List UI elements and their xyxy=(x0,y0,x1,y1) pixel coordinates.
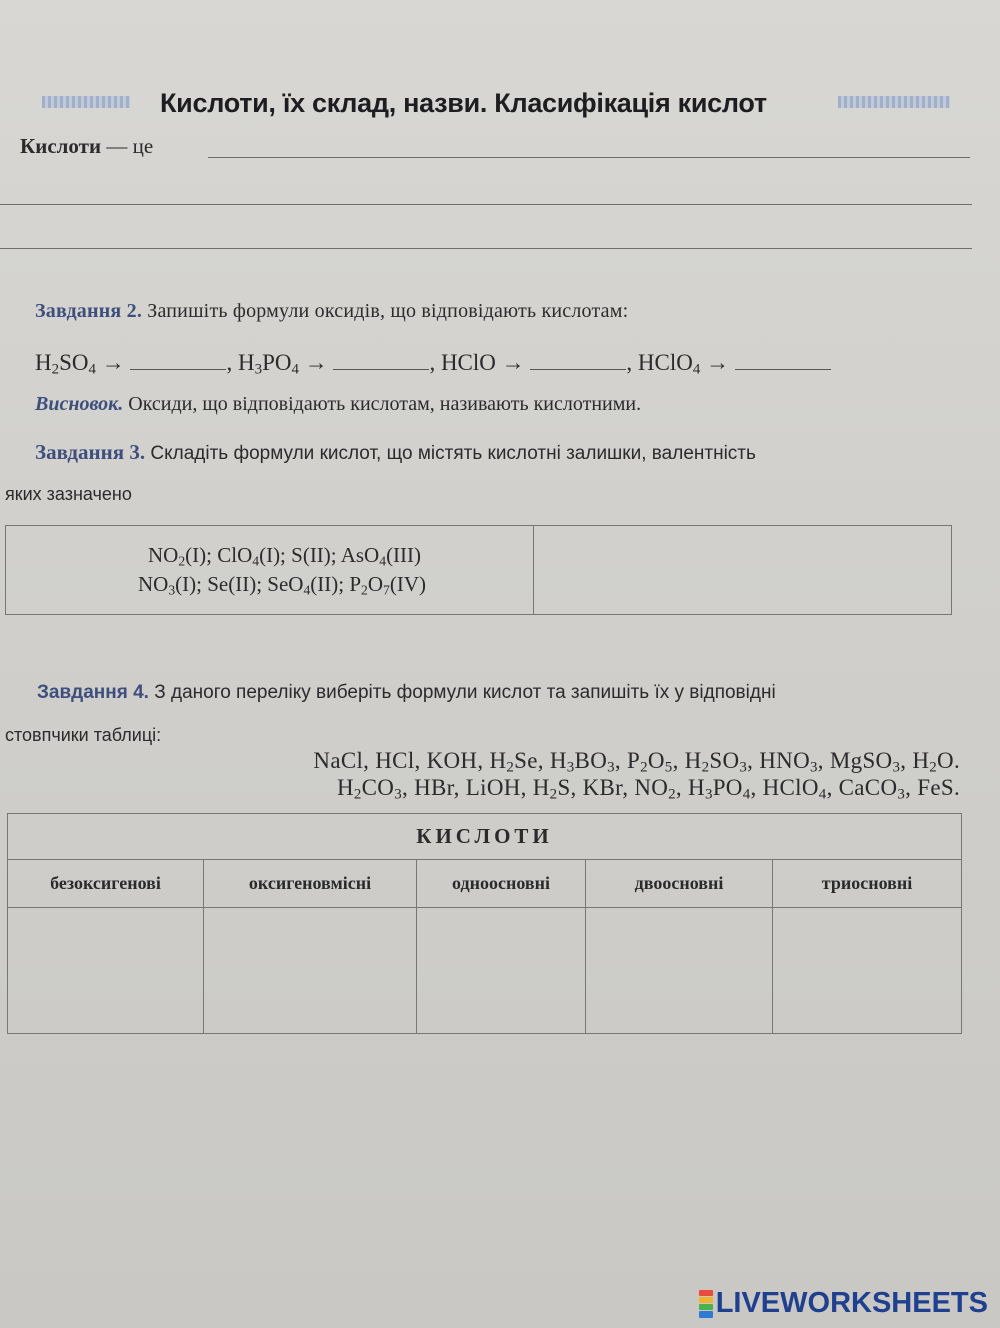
conclusion-text: Оксиди, що відповідають кислотам, називають кислотними. xyxy=(123,393,642,415)
substance-list-2: $H_2CO_3$, HBr, LiOH, $H_2S$, KBr, $NO_2$, $H_3PO_4$, HClO$_4$, CaCO$_3$, FeS. xyxy=(336,775,960,803)
acid-residue-list-1: $NO_2(I)$; ClO$_4$(I); S(II); AsO$_4$(III) xyxy=(148,543,422,569)
answer-cell-dibasic[interactable] xyxy=(586,908,773,1034)
column-dibasic: двоосновні xyxy=(586,860,773,908)
column-monobasic: одноосновні xyxy=(417,860,586,908)
arrow-icon: → xyxy=(501,350,525,375)
arrow-icon: → xyxy=(304,350,328,375)
task2-label: Завдання 2. xyxy=(35,300,143,322)
definition-term: Кислоти xyxy=(20,134,102,158)
acid-formula: $H_3PO_4$ xyxy=(237,350,299,378)
conclusion-label: Висновок. xyxy=(35,393,124,415)
task4-text: З даного переліку виберіть формули кислот та запишіть їх у відповідні xyxy=(148,682,776,703)
task3-answer-area[interactable] xyxy=(548,532,943,606)
arrow-icon: → xyxy=(101,350,125,375)
task2-text: Запишіть формули оксидів, що відповідають кислотам: xyxy=(142,300,629,322)
answer-cell-tribasic[interactable] xyxy=(773,908,962,1034)
title-decoration-right xyxy=(838,96,950,108)
task3-label: Завдання 3. xyxy=(35,440,146,464)
liveworksheets-logo xyxy=(699,1287,988,1320)
column-oxygen-free: безоксигенові xyxy=(8,860,204,908)
task4-instruction-cont: стовпчики таблиці: xyxy=(5,725,162,745)
title-decoration-left xyxy=(42,96,130,108)
column-tribasic: триосновні xyxy=(773,860,962,908)
answer-cell-oxygen-free[interactable] xyxy=(8,908,204,1034)
page-title: Кислоти, їх склад, назви. Класифікація кислот xyxy=(160,88,767,118)
substance-list-1: NaCl, HCl, KOH, $H_2Se$, $H_3BO_3$, $P_2O_5$, $H_2SO_3$, $HNO_3$, MgSO$_3$, $H_2O$. xyxy=(313,748,960,776)
oxide-answer-blank[interactable] xyxy=(530,351,626,370)
definition-answer-line-3[interactable] xyxy=(0,248,972,249)
definition-answer-line-1[interactable] xyxy=(208,157,970,158)
acid-formula: $H_2SO_4$ xyxy=(35,350,96,378)
task3-instruction-cont: яких зазначено xyxy=(5,484,132,504)
task3-text: Складіть формули кислот, що містять кислотні залишки, валентність xyxy=(145,443,756,464)
oxide-answer-blank[interactable] xyxy=(130,351,226,370)
definition-prompt xyxy=(20,134,153,159)
task4-label: Завдання 4. xyxy=(37,682,149,703)
task3-instruction xyxy=(35,440,756,465)
answer-cell-monobasic[interactable] xyxy=(417,908,586,1034)
task4-instruction xyxy=(37,682,776,704)
acids-classification-table xyxy=(7,813,962,1034)
task2-instruction xyxy=(35,300,628,323)
oxide-answer-blank[interactable] xyxy=(333,351,429,370)
acid-residue-list-2: $NO_3(I)$; Se(II); SeO$_4$(II); $P_2O_7(IV)$ xyxy=(138,572,427,598)
column-oxygen-containing: оксигеновмісні xyxy=(204,860,417,908)
liveworksheets-logo-icon xyxy=(699,1290,713,1318)
oxide-answer-blank[interactable] xyxy=(735,351,831,370)
task2-formula-row: $H_2SO_4$ → , $H_3PO_4$ → , HClO → , HClO$_4$ → xyxy=(35,350,831,376)
definition-answer-line-2[interactable] xyxy=(0,204,972,205)
task2-conclusion xyxy=(35,393,641,416)
acid-formula: HClO$_4$ xyxy=(637,350,701,378)
arrow-icon: → xyxy=(706,350,730,375)
task3-box-divider xyxy=(533,525,534,615)
acid-formula: HClO xyxy=(440,350,496,375)
table-header: КИСЛОТИ xyxy=(8,814,962,860)
definition-rest: — це xyxy=(101,134,154,158)
answer-cell-oxygen-containing[interactable] xyxy=(204,908,417,1034)
watermark-text: LIVEWORKSHEETS xyxy=(715,1287,988,1319)
